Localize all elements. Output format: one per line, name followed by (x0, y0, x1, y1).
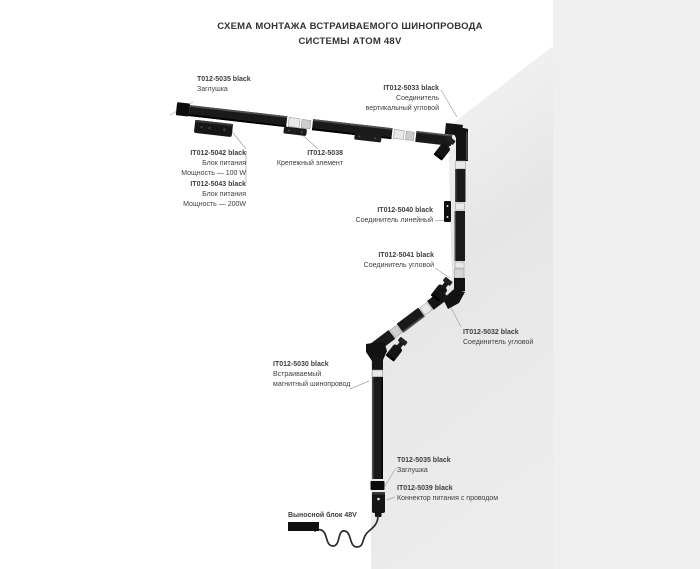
label-fastening-element: IT012-5038 Крепежный элемент (276, 150, 343, 167)
end-cap-bottom (371, 481, 385, 490)
label-corner-connector-2: IT012-5032 black Соединитель угловой (463, 329, 534, 346)
title-line-2: СИСТЕМЫ АТОМ 48V (298, 36, 402, 47)
label-end-cap-bottom: T012-5035 black Заглушка (397, 457, 451, 474)
label-linear-connector: IT012-5040 black Соединитель линейный (355, 207, 433, 224)
diagram-title (0, 19, 700, 49)
label-recessed-track: IT012-5030 black Встраиваемый магнитный шинопровод (273, 361, 351, 388)
label-power-supply-200w: IT012-5043 black Блок питания Мощность — 200W (183, 181, 246, 208)
right-wall-panel (553, 0, 700, 569)
external-psu-block (288, 522, 319, 531)
label-end-cap-top: T012-5035 black Заглушка (197, 76, 251, 93)
label-vertical-corner-connector: IT012-5033 black Соединитель вертикальный угловой (365, 85, 439, 112)
end-cap-top (176, 102, 190, 116)
linear-connector (444, 201, 451, 222)
label-power-supply-100w: IT012-5042 black Блок питания Мощность — 100 W (181, 150, 246, 177)
label-power-feed-connector: IT012-5039 black Коннектор питания с проводом (397, 485, 499, 502)
label-corner-connector-1: IT012-5041 black Соединитель угловой (363, 252, 434, 269)
title-line-1: СХЕМА МОНТАЖА ВСТРАИВАЕМОГО ШИНОПРОВОДА (217, 21, 483, 32)
label-external-psu-block: Выносной блок 48V (288, 512, 357, 519)
